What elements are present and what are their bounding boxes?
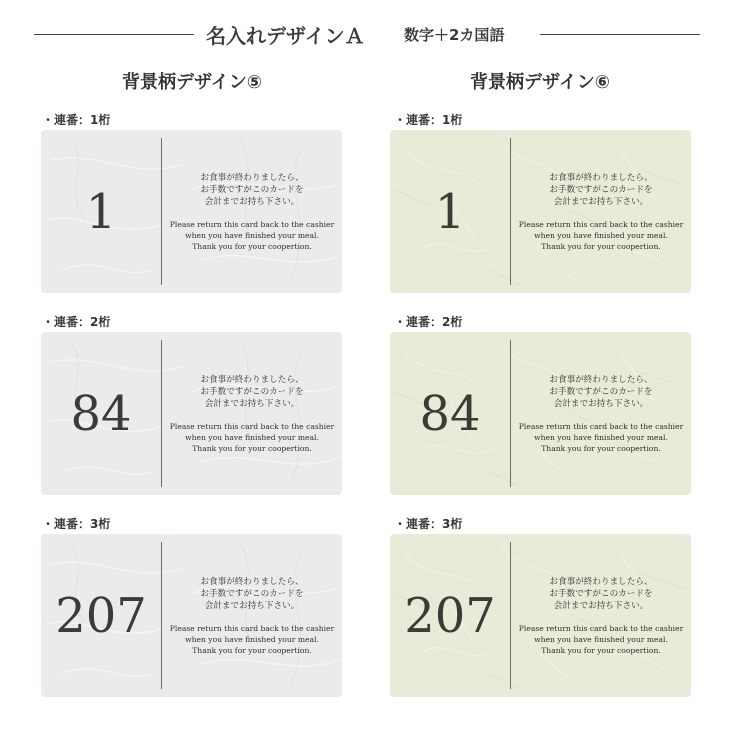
message-en-line: Please return this card back to the cashier xyxy=(169,220,335,229)
message-en-line: when you have finished your meal. xyxy=(185,231,319,240)
card-cream-2digit xyxy=(390,332,691,495)
page-header xyxy=(0,18,733,48)
message-en-line: Thank you for your coopertion. xyxy=(192,242,312,251)
message-en-line: Please return this card back to the cashier xyxy=(169,624,335,633)
message-jp-line: お食事が終わりましたら、 xyxy=(549,173,653,183)
message-jp xyxy=(162,172,342,208)
message-jp-line: お手数ですがこのカードを xyxy=(200,185,304,195)
message-en xyxy=(162,623,342,656)
page-subtitle: 数字＋2カ国語 xyxy=(404,26,505,44)
card-message xyxy=(162,130,342,293)
row-label-2digit-left: ・連番：2桁 xyxy=(42,315,111,329)
card-white-2digit xyxy=(41,332,342,495)
row-label-3digit-right: ・連番：3桁 xyxy=(394,517,463,531)
message-jp-line: 会計までお持ち下さい。 xyxy=(553,197,649,207)
message-jp xyxy=(511,374,691,410)
message-en-line: Please return this card back to the cashier xyxy=(169,422,335,431)
message-en xyxy=(162,421,342,454)
message-en-line: Thank you for your coopertion. xyxy=(541,242,661,251)
card-number: 207 xyxy=(55,587,147,644)
message-en-line: Please return this card back to the cashier xyxy=(518,624,684,633)
message-jp xyxy=(511,172,691,208)
card-white-3digit xyxy=(41,534,342,697)
message-jp-line: お手数ですがこのカードを xyxy=(200,387,304,397)
message-jp-line: お食事が終わりましたら、 xyxy=(200,375,304,385)
page-title: 名入れデザインＡ xyxy=(206,24,365,48)
message-en xyxy=(511,219,691,252)
message-en-line: Thank you for your coopertion. xyxy=(541,646,661,655)
message-jp-line: 会計までお持ち下さい。 xyxy=(553,601,649,611)
message-jp-line: 会計までお持ち下さい。 xyxy=(204,197,300,207)
message-en-line: when you have finished your meal. xyxy=(185,635,319,644)
card-number: 84 xyxy=(419,385,481,442)
message-jp-line: お手数ですがこのカードを xyxy=(549,185,653,195)
message-jp-line: お手数ですがこのカードを xyxy=(549,387,653,397)
message-jp-line: お食事が終わりましたら、 xyxy=(549,577,653,587)
row-label-3digit-left: ・連番：3桁 xyxy=(42,517,111,531)
message-jp-line: お食事が終わりましたら、 xyxy=(200,577,304,587)
message-jp-line: 会計までお持ち下さい。 xyxy=(204,399,300,409)
card-number: 207 xyxy=(404,587,496,644)
message-jp-line: お食事が終わりましたら、 xyxy=(200,173,304,183)
card-white-1digit xyxy=(41,130,342,293)
message-en-line: Thank you for your coopertion. xyxy=(192,646,312,655)
message-jp xyxy=(162,576,342,612)
message-en-line: when you have finished your meal. xyxy=(534,433,668,442)
message-jp-line: 会計までお持ち下さい。 xyxy=(553,399,649,409)
row-label-1digit-left: ・連番：1桁 xyxy=(42,113,111,127)
message-jp-line: お手数ですがこのカードを xyxy=(200,589,304,599)
card-number: 1 xyxy=(434,183,466,240)
message-en-line: when you have finished your meal. xyxy=(534,231,668,240)
message-en-line: Please return this card back to the cashier xyxy=(518,422,684,431)
row-label-1digit-right: ・連番：1桁 xyxy=(394,113,463,127)
card-number: 1 xyxy=(85,183,117,240)
column-title-6: 背景柄デザイン⑥ xyxy=(470,72,610,93)
message-jp xyxy=(162,374,342,410)
card-message xyxy=(511,130,691,293)
header-rule-right xyxy=(540,34,700,35)
card-message xyxy=(511,534,691,697)
card-cream-3digit xyxy=(390,534,691,697)
message-en-line: when you have finished your meal. xyxy=(185,433,319,442)
message-jp-line: 会計までお持ち下さい。 xyxy=(204,601,300,611)
message-en-line: Please return this card back to the cashier xyxy=(518,220,684,229)
message-en-line: Thank you for your coopertion. xyxy=(541,444,661,453)
message-en-line: Thank you for your coopertion. xyxy=(192,444,312,453)
header-rule-left xyxy=(34,34,194,35)
message-jp-line: お手数ですがこのカードを xyxy=(549,589,653,599)
column-title-5: 背景柄デザイン⑤ xyxy=(122,72,262,93)
card-message xyxy=(162,534,342,697)
card-message xyxy=(511,332,691,495)
card-number: 84 xyxy=(70,385,132,442)
row-label-2digit-right: ・連番：2桁 xyxy=(394,315,463,329)
message-en-line: when you have finished your meal. xyxy=(534,635,668,644)
message-jp xyxy=(511,576,691,612)
card-message xyxy=(162,332,342,495)
message-en xyxy=(162,219,342,252)
message-en xyxy=(511,421,691,454)
message-en xyxy=(511,623,691,656)
message-jp-line: お食事が終わりましたら、 xyxy=(549,375,653,385)
card-cream-1digit xyxy=(390,130,691,293)
